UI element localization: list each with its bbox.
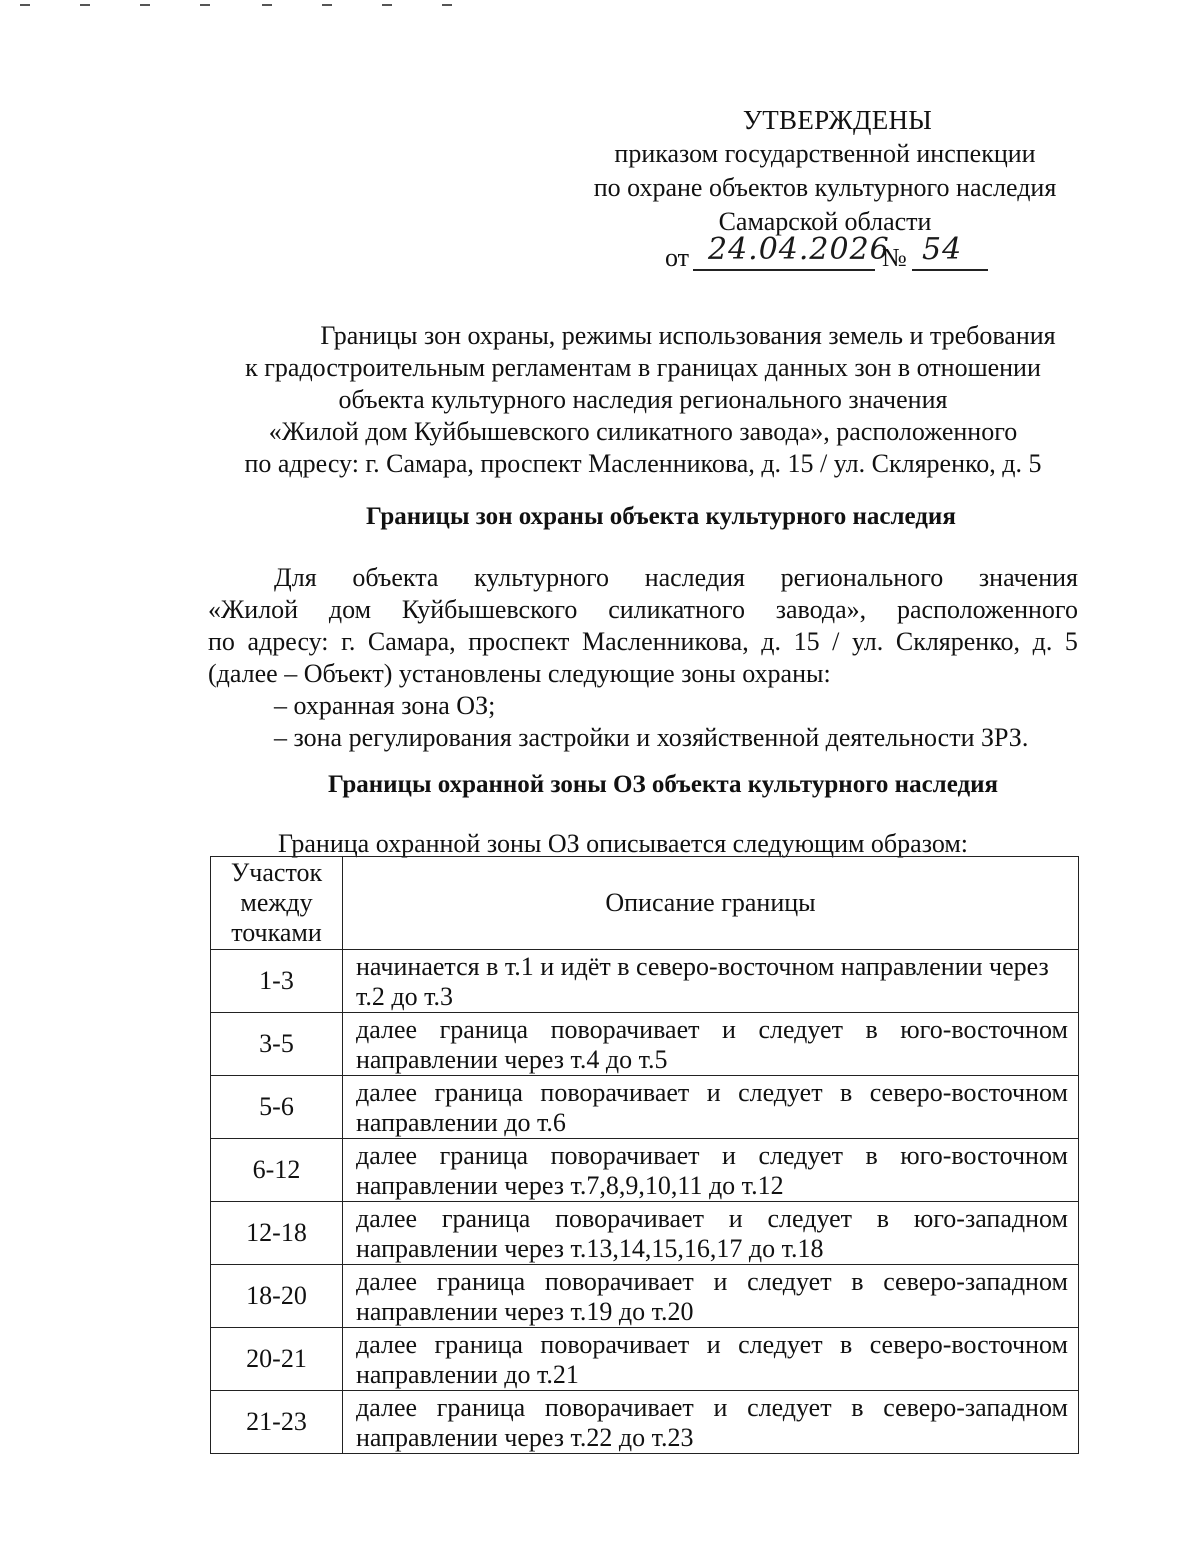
description-word: следует bbox=[747, 1393, 832, 1422]
scan-artifact-marks bbox=[0, 0, 500, 8]
title-line-2: к градостроительным регламентам в границах данных зон в отношении bbox=[245, 353, 1041, 382]
table-header-row bbox=[211, 857, 1079, 950]
description-word: граница bbox=[434, 1330, 523, 1359]
paragraph-word: «Жилой bbox=[208, 595, 299, 624]
segment-cell: 6-12 bbox=[211, 1139, 343, 1202]
paragraph-word: значения bbox=[978, 563, 1078, 592]
table-row bbox=[211, 1391, 1079, 1454]
table-row bbox=[211, 1139, 1079, 1202]
approval-date-line bbox=[560, 232, 1090, 272]
description-line-1: начинается в т.1 и идёт в северо-восточном направлении через bbox=[356, 952, 1049, 981]
description-word: юго-восточном bbox=[900, 1141, 1068, 1170]
description-word: граница bbox=[436, 1267, 526, 1296]
description-line-1 bbox=[356, 1015, 1068, 1045]
description-word: поворачивает bbox=[544, 1393, 694, 1422]
paragraph-word: Скляренко, bbox=[895, 627, 1021, 656]
description-word: в bbox=[851, 1393, 864, 1422]
zones-paragraph bbox=[208, 562, 1078, 754]
description-line-1 bbox=[356, 1078, 1068, 1108]
description-cell bbox=[343, 1076, 1079, 1139]
description-line-2: направлении через т.13,14,15,16,17 до т.18 bbox=[356, 1234, 824, 1263]
title-line-5: по адресу: г. Самара, проспект Масленникова, д. 15 / ул. Скляренко, д. 5 bbox=[244, 449, 1042, 478]
description-word: поворачивает bbox=[555, 1204, 705, 1233]
paragraph-line-1 bbox=[208, 562, 1078, 594]
description-cell bbox=[343, 1202, 1079, 1265]
description-word: поворачивает bbox=[550, 1141, 700, 1170]
description-word: и bbox=[706, 1078, 721, 1107]
paragraph-word: 5 bbox=[1064, 627, 1078, 656]
description-word: далее bbox=[356, 1267, 418, 1296]
description-word: в bbox=[876, 1204, 890, 1233]
description-cell bbox=[343, 1328, 1079, 1391]
description-line-2: направлении через т.7,8,9,10,11 до т.12 bbox=[356, 1171, 784, 1200]
paragraph-word: культурного bbox=[474, 563, 610, 592]
number-sign: № bbox=[882, 243, 907, 272]
table-row bbox=[211, 1076, 1079, 1139]
segment-cell: 12-18 bbox=[211, 1202, 343, 1265]
date-underline bbox=[693, 269, 875, 271]
title-line-3: объекта культурного наследия регионального значения bbox=[338, 385, 948, 414]
table-body bbox=[211, 950, 1079, 1454]
header-segment-line-1: Участок bbox=[230, 858, 323, 887]
table-intro: Граница охранной зоны ОЗ описывается следующим образом: bbox=[278, 829, 969, 858]
paragraph-word: проспект bbox=[468, 627, 570, 656]
description-word: северо-западном bbox=[883, 1267, 1068, 1296]
paragraph-line-2 bbox=[208, 594, 1078, 626]
approval-title: УТВЕРЖДЕНЫ bbox=[742, 105, 933, 135]
description-word: поворачивает bbox=[540, 1330, 690, 1359]
description-word: далее bbox=[356, 1141, 418, 1170]
header-description: Описание границы bbox=[343, 857, 1079, 950]
paragraph-word: Куйбышевского bbox=[401, 595, 578, 624]
description-word: северо-восточном bbox=[869, 1330, 1068, 1359]
paragraph-word: Масленникова, bbox=[581, 627, 749, 656]
title-line-4: «Жилой дом Куйбышевского силикатного завода», расположенного bbox=[268, 417, 1018, 446]
description-word: в bbox=[839, 1078, 853, 1107]
title-line-1: Границы зон охраны, режимы использования земель и требования bbox=[320, 321, 1056, 350]
paragraph-word: Для bbox=[274, 563, 317, 592]
description-word: и bbox=[713, 1393, 728, 1422]
description-word: в bbox=[865, 1015, 878, 1044]
description-word: поворачивает bbox=[544, 1267, 694, 1296]
description-word: северо-восточном bbox=[869, 1078, 1068, 1107]
description-word: далее bbox=[356, 1330, 418, 1359]
paragraph-line-3 bbox=[208, 626, 1078, 658]
paragraph-word: / bbox=[832, 627, 840, 656]
description-line-1 bbox=[356, 1393, 1068, 1423]
description-line-1 bbox=[356, 1141, 1068, 1171]
segment-cell: 5-6 bbox=[211, 1076, 343, 1139]
segment-cell: 3-5 bbox=[211, 1013, 343, 1076]
description-cell bbox=[343, 950, 1079, 1013]
paragraph-word: д. bbox=[761, 627, 782, 656]
description-word: в bbox=[839, 1330, 853, 1359]
description-line-1 bbox=[356, 1204, 1068, 1234]
segment-cell: 20-21 bbox=[211, 1328, 343, 1391]
paragraph-word: силикатного bbox=[608, 595, 745, 624]
description-cell bbox=[343, 1013, 1079, 1076]
zone-item-zrz: – зона регулирования застройки и хозяйственной деятельности ЗРЗ. bbox=[274, 723, 1029, 752]
header-segment-line-3: точками bbox=[231, 918, 322, 947]
description-word: далее bbox=[356, 1015, 418, 1044]
description-word: поворачивает bbox=[540, 1078, 690, 1107]
description-word: и bbox=[713, 1267, 728, 1296]
description-word: следует bbox=[767, 1204, 852, 1233]
description-word: в bbox=[851, 1267, 864, 1296]
description-word: в bbox=[865, 1141, 878, 1170]
zone-item-oz: – охранная зона ОЗ; bbox=[274, 691, 496, 720]
paragraph-word: адресу: bbox=[247, 627, 329, 656]
table-row bbox=[211, 1013, 1079, 1076]
paragraph-line-4: (далее – Объект) установлены следующие зоны охраны: bbox=[208, 659, 831, 688]
paragraph-word: наследия bbox=[644, 563, 745, 592]
description-cell bbox=[343, 1391, 1079, 1454]
paragraph-word: регионального bbox=[780, 563, 944, 592]
segment-cell: 1-3 bbox=[211, 950, 343, 1013]
description-word: граница bbox=[439, 1141, 529, 1170]
table-row bbox=[211, 1265, 1079, 1328]
description-word: поворачивает bbox=[550, 1015, 700, 1044]
description-word: граница bbox=[441, 1204, 531, 1233]
header-segment-line-2: между bbox=[240, 888, 313, 917]
section-heading-zones: Границы зон охраны объекта культурного наследия bbox=[366, 503, 956, 530]
approval-line-2: по охране объектов культурного наследия bbox=[593, 173, 1057, 202]
description-line-2: направлении через т.19 до т.20 bbox=[356, 1297, 694, 1326]
paragraph-word: ул. bbox=[851, 627, 884, 656]
description-word: далее bbox=[356, 1204, 418, 1233]
description-cell bbox=[343, 1265, 1079, 1328]
description-word: юго-восточном bbox=[900, 1015, 1068, 1044]
description-line-2: направлении через т.4 до т.5 bbox=[356, 1045, 668, 1074]
description-word: и bbox=[722, 1141, 736, 1170]
description-word: следует bbox=[758, 1141, 843, 1170]
description-word: и bbox=[706, 1330, 721, 1359]
description-cell bbox=[343, 1139, 1079, 1202]
handwritten-date: 24.04.2026 bbox=[708, 232, 890, 267]
description-word: далее bbox=[356, 1393, 418, 1422]
table-row bbox=[211, 950, 1079, 1013]
paragraph-word: Самара, bbox=[367, 627, 456, 656]
approval-block bbox=[560, 103, 1090, 272]
paragraph-word: 15 bbox=[793, 627, 820, 656]
table-row bbox=[211, 1328, 1079, 1391]
description-word: и bbox=[728, 1204, 743, 1233]
approval-line-3: Самарской области bbox=[718, 207, 932, 236]
document-title bbox=[200, 320, 1086, 480]
description-word: граница bbox=[436, 1393, 526, 1422]
description-word: далее bbox=[356, 1078, 418, 1107]
description-word: граница bbox=[434, 1078, 523, 1107]
paragraph-word: по bbox=[208, 627, 235, 656]
description-line-1 bbox=[356, 1330, 1068, 1360]
description-line-2: направлении до т.6 bbox=[356, 1108, 566, 1137]
description-word: следует bbox=[747, 1267, 832, 1296]
table-row bbox=[211, 1202, 1079, 1265]
boundary-table bbox=[210, 856, 1079, 1454]
description-word: следует bbox=[758, 1015, 843, 1044]
description-word: северо-западном bbox=[883, 1393, 1068, 1422]
description-word: следует bbox=[738, 1078, 823, 1107]
section-heading-oz: Границы охранной зоны ОЗ объекта культурного наследия bbox=[328, 771, 999, 798]
description-word: следует bbox=[738, 1330, 823, 1359]
description-word: юго-западном bbox=[913, 1204, 1068, 1233]
paragraph-word: завода», bbox=[775, 595, 867, 624]
description-line-1 bbox=[356, 1267, 1068, 1297]
description-line-2: т.2 до т.3 bbox=[356, 982, 454, 1011]
paragraph-word: д. bbox=[1032, 627, 1053, 656]
description-word: граница bbox=[439, 1015, 529, 1044]
header-segment bbox=[211, 857, 343, 950]
description-word: и bbox=[722, 1015, 736, 1044]
description-line-2: направлении через т.22 до т.23 bbox=[356, 1423, 694, 1452]
segment-cell: 18-20 bbox=[211, 1265, 343, 1328]
approval-line-1: приказом государственной инспекции bbox=[614, 139, 1036, 168]
segment-cell: 21-23 bbox=[211, 1391, 343, 1454]
handwritten-number: 54 bbox=[922, 232, 963, 267]
paragraph-word: дом bbox=[328, 595, 372, 624]
paragraph-word: г. bbox=[341, 627, 356, 656]
number-underline bbox=[912, 269, 988, 271]
date-prefix: от bbox=[665, 243, 690, 272]
description-line-2: направлении до т.21 bbox=[356, 1360, 579, 1389]
paragraph-word: расположенного bbox=[896, 595, 1078, 624]
paragraph-word: объекта bbox=[352, 563, 439, 592]
